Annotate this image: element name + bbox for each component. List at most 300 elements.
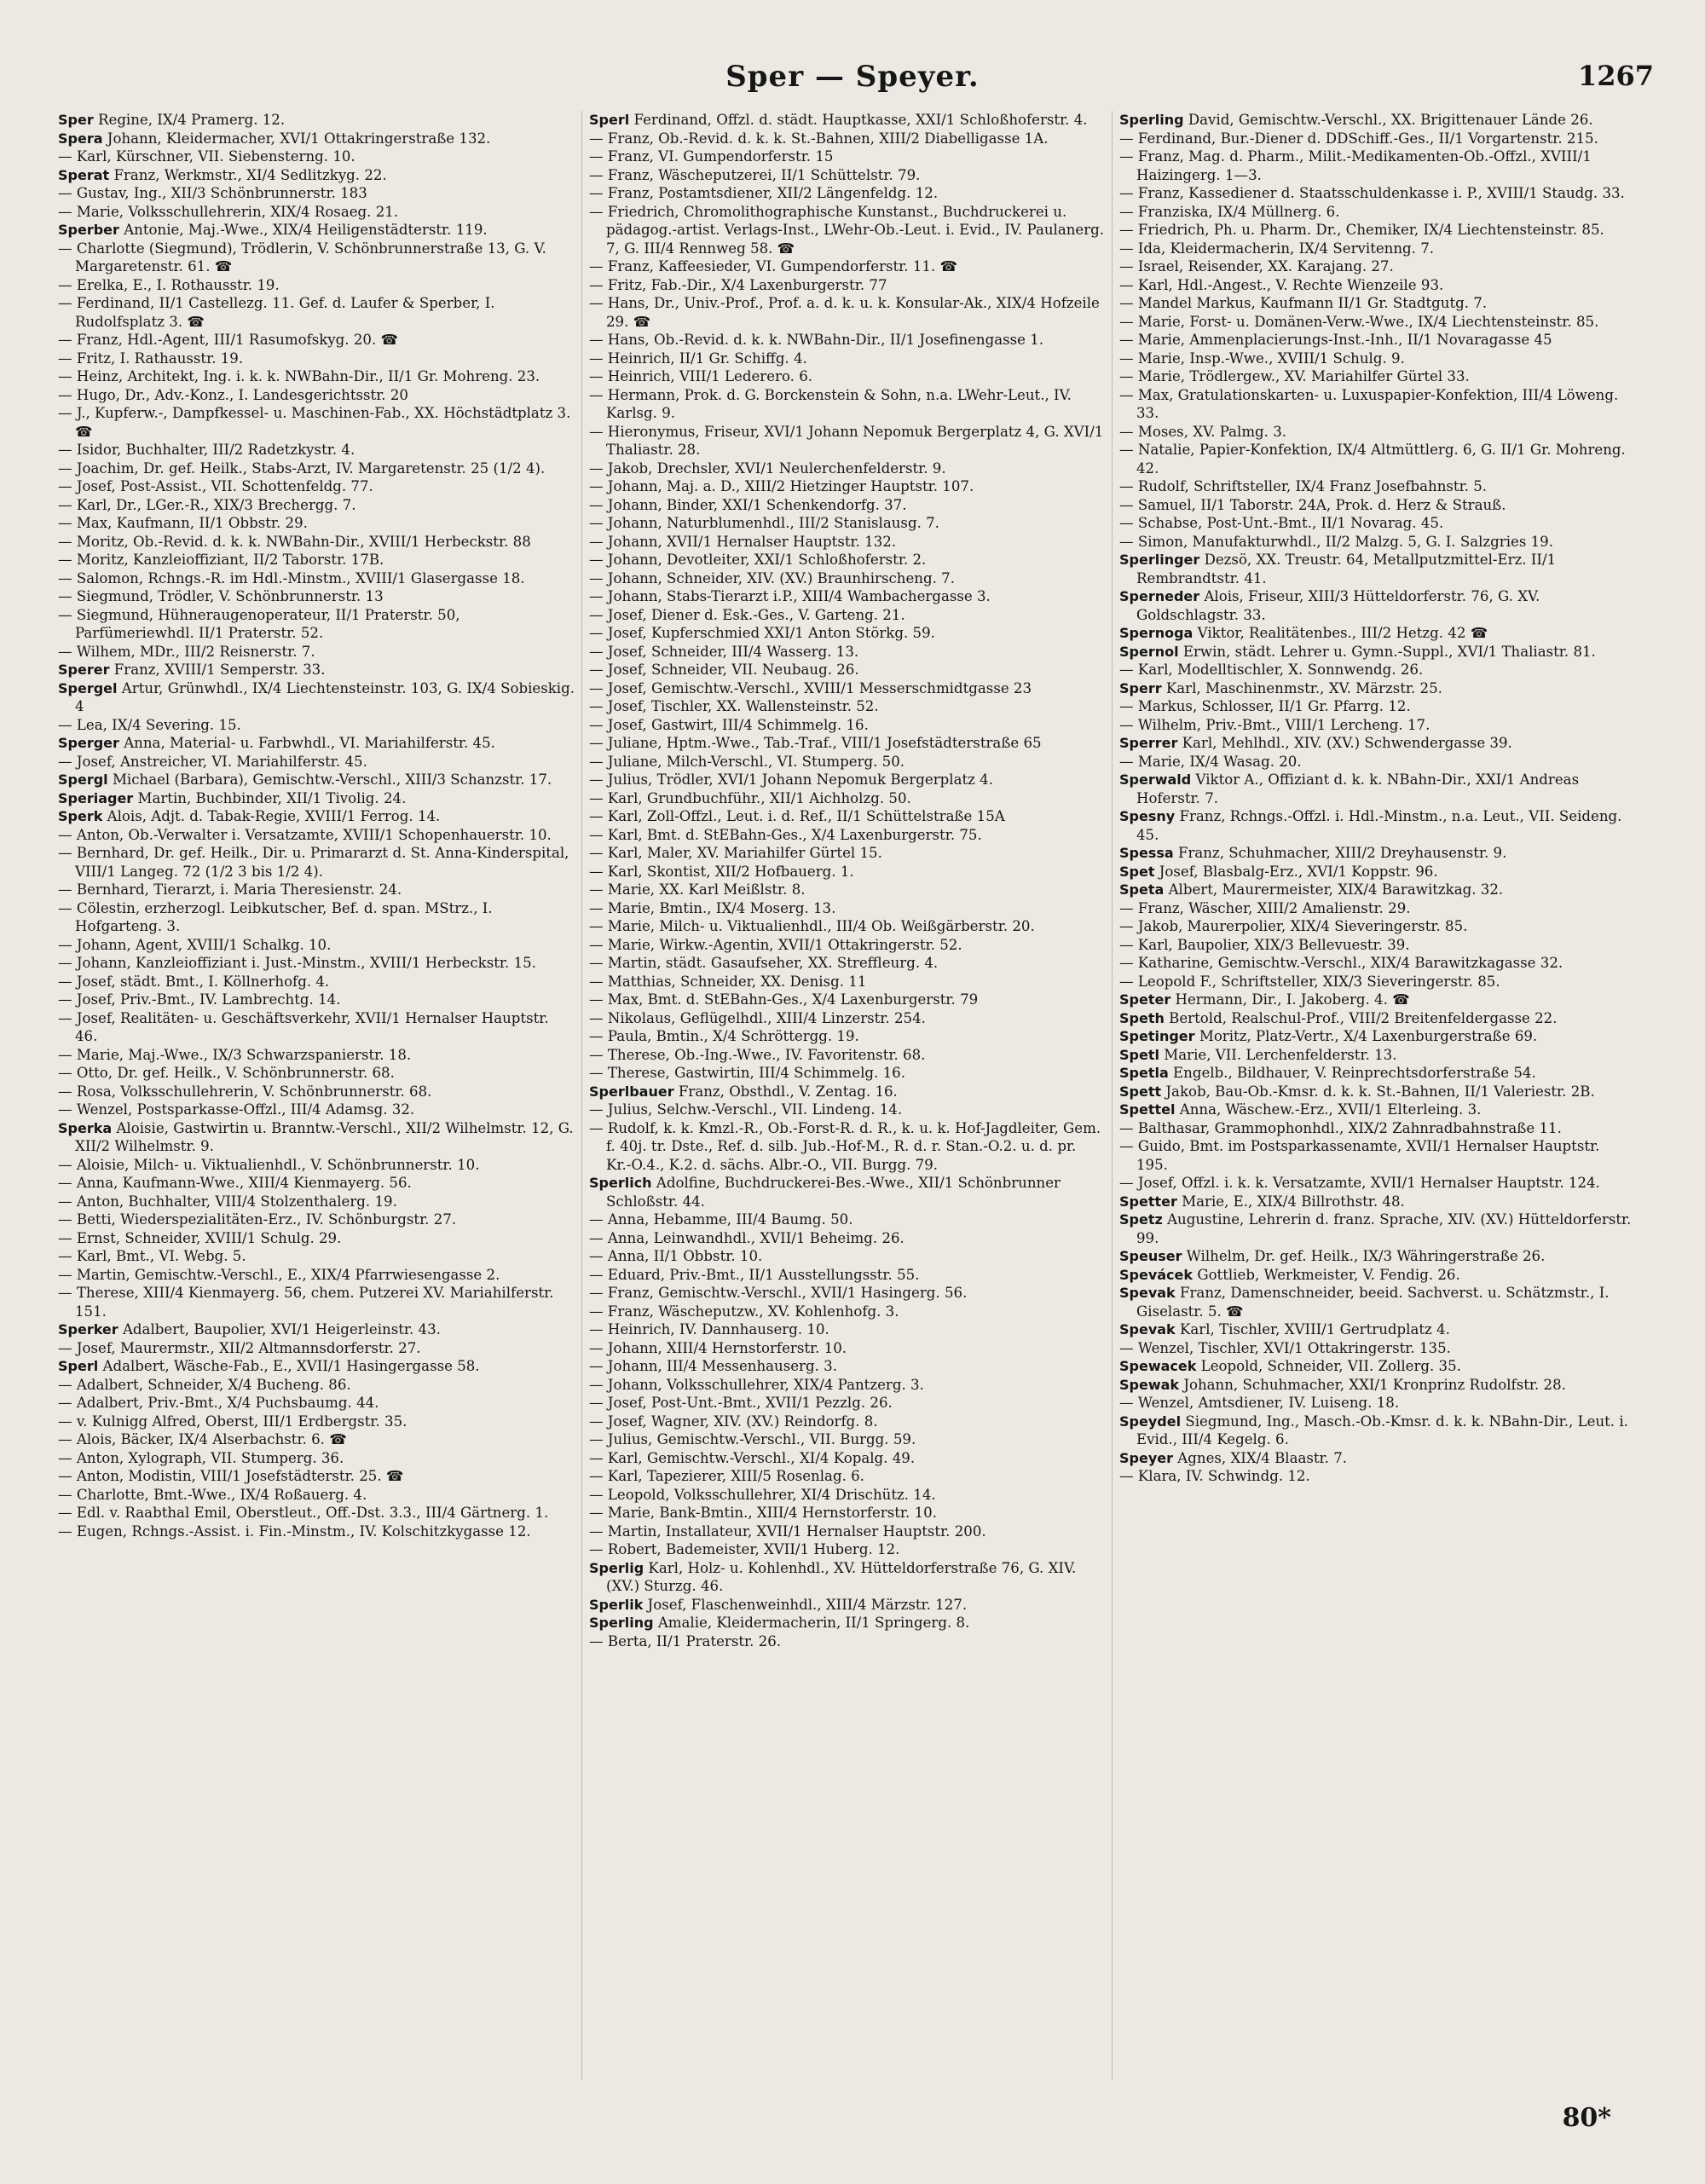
entry-text: Jakob, Bau-Ob.-Kmsr. d. k. k. St.-Bahnen, II/1 Valeriestr. 2B. [1165, 1083, 1595, 1100]
entry-text: Viktor A., Offiziant d. k. k. NBahn-Dir., XXI/1 Andreas Hoferstr. 7. [1136, 771, 1580, 806]
directory-entry [1119, 587, 1635, 624]
entry-text: Siegmund, Ing., Masch.-Ob.-Kmsr. d. k. k. NBahn-Dir., Leut. i. Evid., III/4 Kegelg. 6. [1136, 1413, 1628, 1447]
directory-entry [589, 551, 1105, 569]
entry-text: — Friedrich, Ph. u. Pharm. Dr., Chemiker, IX/4 Liechtensteinstr. 85. [1119, 222, 1604, 238]
entry-text: — Josef, Gastwirt, III/4 Schimmelg. 16. [589, 716, 869, 733]
entry-text: — Johann, Maj. a. D., XIII/2 Hietzinger Hauptstr. 107. [589, 478, 974, 494]
entry-text: — Wenzel, Amtsdiener, IV. Luiseng. 18. [1119, 1395, 1400, 1411]
directory-entry [589, 697, 1105, 716]
directory-entry [589, 1540, 1105, 1559]
directory-entry [1119, 184, 1635, 203]
entry-surname: Sperger [58, 735, 119, 751]
directory-entry [589, 184, 1105, 203]
directory-entry [589, 789, 1105, 808]
entry-text: — Wilhelm, Priv.-Bmt., VIII/1 Lercheng. 17. [1119, 716, 1430, 733]
directory-entry [589, 881, 1105, 899]
directory-entry [589, 606, 1105, 625]
directory-entry [589, 533, 1105, 552]
directory-entry [589, 1027, 1105, 1046]
entry-text: — Friedrich, Chromolithographische Kunstanst., Buchdruckerei u. pädagog.-artist. Verlags-Inst., LWehr-Ob.-Leut. i. Evid., IV. Paulanerg. 7, G. III/4 Rennweg 58. ☎ [589, 203, 1105, 257]
directory-entry [1119, 276, 1635, 295]
entry-surname: Sperer [58, 662, 110, 678]
entry-text: — Marie, Insp.-Wwe., XVIII/1 Schulg. 9. [1119, 350, 1405, 367]
entry-surname: Speyer [1119, 1449, 1173, 1466]
directory-entry [1119, 807, 1635, 844]
directory-entry [58, 661, 575, 679]
entry-surname: Sperwald [1119, 771, 1192, 788]
entry-text: Anna, Wäschew.-Erz., XVII/1 Elterleing. 3. [1179, 1101, 1482, 1118]
entry-text: — Karl, Gemischtw.-Verschl., XI/4 Kopalg. 49. [589, 1449, 916, 1466]
entry-surname: Sperlig [589, 1559, 644, 1576]
directory-entry [1119, 313, 1635, 332]
directory-entry [1119, 1083, 1635, 1101]
directory-entry [589, 203, 1105, 258]
entry-surname: Spevak [1119, 1285, 1176, 1301]
entry-surname: Spewak [1119, 1376, 1180, 1393]
directory-entry [589, 1632, 1105, 1651]
entry-text: Marie, E., XIX/4 Billrothstr. 48. [1182, 1193, 1405, 1210]
directory-entry [58, 1119, 575, 1156]
signature-mark: 80* [1562, 2103, 1611, 2133]
entry-text: — Franz, Wäscher, XIII/2 Amalienstr. 29. [1119, 899, 1411, 916]
directory-entry [589, 1430, 1105, 1449]
entry-text: — Karl, Baupolier, XIX/3 Bellevuestr. 39. [1119, 936, 1410, 953]
directory-entry [58, 1009, 575, 1046]
directory-entry [58, 551, 575, 569]
directory-entry [589, 477, 1105, 496]
entry-text: David, Gemischtw.-Verschl., XX. Brigittenauer Lände 26. [1188, 112, 1593, 128]
directory-entry [1119, 367, 1635, 386]
directory-entry [1119, 1210, 1635, 1247]
directory-entry [1119, 1119, 1635, 1138]
entry-text: — Fritz, I. Rathausstr. 19. [58, 350, 244, 367]
entry-text: — Nikolaus, Geflügelhdl., XIII/4 Linzerstr. 254. [589, 1009, 926, 1026]
directory-entry [589, 1247, 1105, 1266]
entry-text: Bertold, Realschul-Prof., VIII/2 Breitenfeldergasse 22. [1169, 1009, 1558, 1026]
directory-entry [589, 1303, 1105, 1321]
directory-entry [1119, 1027, 1635, 1046]
entry-surname: Spettel [1119, 1101, 1176, 1118]
entry-text: Viktor, Realitätenbes., III/2 Hetzg. 42 ☎ [1197, 625, 1488, 641]
directory-entry [58, 789, 575, 808]
entry-text: Dezsö, XX. Treustr. 64, Metallputzmittel-Erz. II/1 Rembrandtstr. 41. [1136, 552, 1557, 586]
entry-text: — Martin, städt. Gasaufseher, XX. Streffleurg. 4. [589, 955, 939, 971]
entry-text: — Karl, Grundbuchführ., XII/1 Aichholzg. 50. [589, 789, 911, 806]
entry-text: — Wilhem, MDr., III/2 Reisnerstr. 7. [58, 643, 315, 660]
entry-text: Franz, Damenschneider, beeid. Sachverst. u. Schätzmstr., I. Giselastr. 5. ☎ [1136, 1285, 1610, 1320]
entry-text: — Leopold, Volksschullehrer, XI/4 Drischütz. 14. [589, 1486, 936, 1503]
entry-text: Adalbert, Wäsche-Fab., E., XVII/1 Hasingergasse 58. [102, 1358, 480, 1374]
entry-surname: Sperr [1119, 679, 1162, 696]
directory-entry [58, 1156, 575, 1175]
entry-text: Karl, Mehlhdl., XIV. (XV.) Schwendergasse 39. [1182, 735, 1512, 751]
directory-entry [1119, 551, 1635, 587]
directory-entry [589, 294, 1105, 331]
entry-text: — Marie, Maj.-Wwe., IX/3 Schwarzspanierstr. 18. [58, 1046, 412, 1063]
directory-entry [589, 917, 1105, 936]
directory-entry [589, 1596, 1105, 1615]
entry-surname: Speth [1119, 1009, 1165, 1026]
entry-text: — Marie, Ammenplacierungs-Inst.-Inh., II/1 Novaragasse 45 [1119, 332, 1552, 348]
entry-text: Johann, Schuhmacher, XXI/1 Kronprinz Rudolfstr. 28. [1183, 1376, 1566, 1393]
entry-text: — Heinrich, IV. Dannhauserg. 10. [589, 1321, 829, 1338]
entry-text: — Josef, Gemischtw.-Verschl., XVIII/1 Messerschmidtgasse 23 [589, 679, 1032, 696]
entry-text: — Ida, Kleidermacherin, IX/4 Servitenng. 7. [1119, 240, 1435, 257]
entry-text: — Moritz, Ob.-Revid. d. k. k. NWBahn-Dir., XVIII/1 Herbeckstr. 88 [58, 533, 531, 550]
directory-entry [1119, 221, 1635, 240]
entry-text: — Franz, Ob.-Revid. d. k. k. St.-Bahnen, XIII/2 Diabelligasse 1A. [589, 130, 1049, 147]
directory-entry [1119, 716, 1635, 735]
entry-text: — Salomon, Rchngs.-R. im Hdl.-Minstm., XVIII/1 Glasergasse 18. [58, 569, 525, 586]
directory-entry [589, 1339, 1105, 1358]
entry-text: — Marie, Bank-Bmtin., XIII/4 Hernstorferstr. 10. [589, 1505, 937, 1521]
directory-entry [58, 203, 575, 222]
directory-entry [589, 569, 1105, 588]
entry-text: Adolfine, Buchdruckerei-Bes.-Wwe., XII/1 Schönbrunner Schloßstr. 44. [606, 1175, 1061, 1210]
directory-entry [589, 423, 1105, 459]
entry-text: — Johann, Volksschullehrer, XIX/4 Pantzerg. 3. [589, 1376, 924, 1393]
directory-entry [589, 1101, 1105, 1119]
entry-surname: Speriager [58, 789, 134, 806]
entry-text: — Josef, städt. Bmt., I. Köllnerhofg. 4. [58, 973, 330, 990]
directory-entry [589, 331, 1105, 350]
entry-text: Marie, VII. Lerchenfelderstr. 13. [1164, 1046, 1397, 1063]
directory-entry [589, 1522, 1105, 1541]
entry-text: — Anna, II/1 Obbstr. 10. [589, 1248, 763, 1264]
entry-text: — Rudolf, Schriftsteller, IX/4 Franz Josefbahnstr. 5. [1119, 478, 1488, 494]
entry-text: — Ferdinand, II/1 Castellezg. 11. Gef. d. Laufer & Sperber, I. Rudolfsplatz 3. ☎ [58, 295, 495, 330]
directory-entry [58, 1193, 575, 1211]
entry-text: Anna, Material- u. Farbwhdl., VI. Mariahilferstr. 45. [124, 735, 495, 751]
directory-entry [1119, 1394, 1635, 1413]
directory-entry [58, 294, 575, 331]
entry-text: — Franz, Mag. d. Pharm., Milit.-Medikamenten-Ob.-Offzl., XVIII/1 Haizingerg. 1—3. [1119, 148, 1592, 183]
directory-entry [1119, 1193, 1635, 1211]
directory-columns [51, 111, 1654, 2080]
entry-text: — Siegmund, Trödler, V. Schönbrunnerstr. 13 [58, 588, 384, 604]
entry-text: — Josef, Schneider, VII. Neubaug. 26. [589, 662, 859, 678]
entry-text: — Schabse, Post-Unt.-Bmt., II/1 Novarag. 45. [1119, 515, 1444, 531]
directory-entry [1119, 679, 1635, 698]
directory-entry [1119, 331, 1635, 350]
directory-entry [1119, 423, 1635, 442]
entry-text: — Moritz, Kanzleioffiziant, II/2 Taborstr. 17B. [58, 552, 384, 568]
entry-text: — Katharine, Gemischtw.-Verschl., XIX/4 Barawitzkagasse 32. [1119, 955, 1563, 971]
directory-entry [58, 569, 575, 588]
entry-text: — Heinz, Architekt, Ing. i. k. k. NWBahn-Dir., II/1 Gr. Mohreng. 23. [58, 368, 540, 384]
directory-entry [589, 826, 1105, 845]
entry-text: — Charlotte, Bmt.-Wwe., IX/4 Roßauerg. 4. [58, 1486, 367, 1503]
entry-text: — Heinrich, VIII/1 Lederero. 6. [589, 368, 813, 384]
directory-entry [1119, 936, 1635, 955]
directory-entry [589, 991, 1105, 1009]
entry-text: — Johann, Schneider, XIV. (XV.) Braunhirscheng. 7. [589, 569, 955, 586]
entry-text: — v. Kulnigg Alfred, Oberst, III/1 Erdbergstr. 35. [58, 1413, 407, 1430]
directory-entry [58, 1064, 575, 1083]
directory-entry [589, 1229, 1105, 1248]
directory-entry [589, 936, 1105, 955]
directory-entry [1119, 441, 1635, 477]
entry-text: — Josef, Schneider, III/4 Wasserg. 13. [589, 643, 859, 660]
entry-text: — Josef, Maurermstr., XII/2 Altmannsdorferstr. 27. [58, 1339, 421, 1356]
entry-text: — Johann, Agent, XVIII/1 Schalkg. 10. [58, 936, 332, 953]
entry-surname: Spewacek [1119, 1358, 1197, 1374]
entry-text: Augustine, Lehrerin d. franz. Sprache, XIV. (XV.) Hütteldorferstr. 99. [1136, 1211, 1632, 1246]
entry-text: — Marie, Trödlergew., XV. Mariahilfer Gürtel 33. [1119, 368, 1470, 384]
entry-text: Artur, Grünwhdl., IX/4 Liechtensteinstr. 103, G. IX/4 Sobieskig. 4 [75, 679, 575, 714]
column-1 [51, 111, 581, 2080]
directory-entry [58, 1083, 575, 1101]
directory-entry [58, 753, 575, 771]
directory-entry [58, 1320, 575, 1339]
entry-text: — Anton, Modistin, VIII/1 Josefstädterstr. 25. ☎ [58, 1468, 404, 1484]
entry-text: — Josef, Kupferschmied XXI/1 Anton Störkg. 59. [589, 625, 935, 641]
directory-entry [1119, 1101, 1635, 1119]
directory-entry [1119, 257, 1635, 276]
directory-entry [1119, 643, 1635, 662]
directory-entry [589, 807, 1105, 826]
directory-entry [58, 807, 575, 826]
directory-entry [1119, 1376, 1635, 1395]
directory-entry [58, 1486, 575, 1505]
directory-entry [589, 716, 1105, 735]
directory-entry [58, 1467, 575, 1486]
directory-entry [589, 1119, 1105, 1175]
directory-entry [58, 477, 575, 496]
entry-text: Alois, Adjt. d. Tabak-Regie, XVIII/1 Ferrog. 14. [107, 808, 441, 824]
entry-text: Franz, Obsthdl., V. Zentag. 16. [678, 1083, 898, 1100]
directory-entry [58, 1339, 575, 1358]
entry-text: — Josef, Priv.-Bmt., IV. Lambrechtg. 14. [58, 991, 341, 1008]
entry-text: — Cölestin, erzherzogl. Leibkutscher, Bef. d. span. MStrz., I. Hofgarteng. 3. [58, 899, 493, 934]
entry-text: — Franz, Kaffeesieder, VI. Gumpendorferstr. 11. ☎ [589, 258, 958, 274]
entry-surname: Spernol [1119, 643, 1179, 660]
entry-surname: Sperk [58, 808, 103, 824]
directory-entry [589, 147, 1105, 166]
directory-entry [589, 771, 1105, 789]
directory-entry [1119, 753, 1635, 771]
entry-surname: Speuser [1119, 1248, 1182, 1264]
directory-entry [589, 1357, 1105, 1376]
entry-text: — Moses, XV. Palmg. 3. [1119, 423, 1287, 440]
entry-text: — Ferdinand, Bur.-Diener d. DDSchiff.-Ges., II/1 Vorgartenstr. 215. [1119, 130, 1598, 147]
directory-entry [1119, 881, 1635, 899]
directory-entry [58, 954, 575, 973]
entry-text: — Eduard, Priv.-Bmt., II/1 Ausstellungsstr. 55. [589, 1266, 920, 1283]
entry-text: — Josef, Realitäten- u. Geschäftsverkehr, XVII/1 Hernalser Hauptstr. 46. [58, 1009, 549, 1044]
entry-text: — Klara, IV. Schwindg. 12. [1119, 1468, 1310, 1484]
directory-entry [58, 221, 575, 240]
directory-entry [1119, 111, 1635, 130]
entry-text: — Johann, Stabs-Tierarzt i.P., XIII/4 Wambachergasse 3. [589, 588, 991, 604]
directory-entry [1119, 1357, 1635, 1376]
directory-entry [58, 679, 575, 716]
entry-text: — Therese, Gastwirtin, III/4 Schimmelg. 16. [589, 1065, 905, 1081]
entry-text: — Karl, Bmt., VI. Webg. 5. [58, 1248, 246, 1264]
entry-text: — Johann, Binder, XXI/1 Schenkendorfg. 37. [589, 496, 907, 513]
directory-entry [1119, 147, 1635, 184]
entry-text: — Isidor, Buchhalter, III/2 Radetzkystr. 4. [58, 442, 355, 458]
directory-entry [589, 1210, 1105, 1229]
entry-text: — Berta, II/1 Praterstr. 26. [589, 1632, 782, 1650]
directory-entry [589, 1083, 1105, 1101]
directory-entry [589, 514, 1105, 533]
entry-text: — Karl, Zoll-Offzl., Leut. i. d. Ref., II/1 Schüttelstraße 15A [589, 808, 1005, 824]
directory-entry [58, 844, 575, 881]
directory-entry [58, 1174, 575, 1193]
entry-text: — Hieronymus, Friseur, XVI/1 Johann Nepomuk Bergerplatz 4, G. XVI/1 Thaliastr. 28. [589, 423, 1104, 458]
entry-text: Agnes, XIX/4 Blaastr. 7. [1177, 1449, 1348, 1466]
entry-text: — Hugo, Dr., Adv.-Konz., I. Landesgerichtsstr. 20 [58, 386, 408, 403]
entry-text: — Max, Kaufmann, II/1 Obbstr. 29. [58, 515, 308, 531]
entry-text: — Johann, III/4 Messenhauserg. 3. [589, 1358, 837, 1374]
directory-entry [1119, 386, 1635, 423]
directory-entry [1119, 697, 1635, 716]
entry-text: — Karl, Kürschner, VII. Siebensterng. 10. [58, 148, 355, 165]
directory-entry [58, 367, 575, 386]
directory-entry [1119, 1413, 1635, 1449]
entry-surname: Spergel [58, 679, 118, 696]
directory-entry [1119, 350, 1635, 368]
entry-surname: Sperber [58, 222, 119, 238]
entry-surname: Sperka [58, 1119, 113, 1136]
entry-surname: Sperlich [589, 1175, 652, 1191]
entry-text: — Charlotte (Siegmund), Trödlerin, V. Schönbrunnerstraße 13, G. V. Margaretenstr. 61. ☎ [58, 240, 546, 274]
directory-entry [58, 111, 575, 130]
entry-text: — Paula, Bmtin., X/4 Schröttergg. 19. [589, 1028, 859, 1044]
directory-entry [589, 679, 1105, 698]
directory-entry [1119, 1320, 1635, 1339]
entry-text: — Anton, Xylograph, VII. Stumperg. 36. [58, 1449, 344, 1466]
entry-text: — Marie, IX/4 Wasag. 20. [1119, 753, 1302, 770]
entry-text: — Therese, XIII/4 Kienmayerg. 56, chem. Putzerei XV. Mariahilferstr. 151. [58, 1285, 554, 1320]
entry-surname: Sperl [58, 1358, 99, 1374]
directory-entry [589, 1413, 1105, 1431]
entry-text: Franz, Werkmstr., XI/4 Sedlitzkyg. 22. [113, 166, 387, 183]
entry-text: — Marie, Volksschullehrerin, XIX/4 Rosaeg. 21. [58, 203, 399, 220]
entry-text: — Markus, Schlosser, II/1 Gr. Pfarrg. 12. [1119, 698, 1411, 714]
entry-surname: Spet [1119, 863, 1155, 880]
column-3 [1112, 111, 1642, 2080]
entry-text: — Fritz, Fab.-Dir., X/4 Laxenburgerstr. 77 [589, 276, 887, 293]
entry-text: — Adalbert, Schneider, X/4 Bucheng. 86. [58, 1376, 351, 1393]
directory-entry [58, 166, 575, 185]
directory-entry [58, 1284, 575, 1320]
directory-entry [58, 1046, 575, 1065]
directory-entry [589, 166, 1105, 185]
entry-text: — Marie, Bmtin., IX/4 Moserg. 13. [589, 899, 836, 916]
running-title: Sper — Speyer. [725, 60, 980, 94]
entry-surname: Speta [1119, 881, 1165, 898]
entry-text: — Johann, Naturblumenhdl., III/2 Stanislausg. 7. [589, 515, 939, 531]
directory-entry [1119, 734, 1635, 753]
directory-entry [58, 899, 575, 936]
entry-text: — Edl. v. Raabthal Emil, Oberstleut., Off.-Dst. 3.3., III/4 Gärtnerg. 1. [58, 1505, 549, 1521]
directory-entry [589, 844, 1105, 863]
directory-entry [58, 404, 575, 441]
entry-text: — Josef, Anstreicher, VI. Mariahilferstr. 45. [58, 753, 367, 770]
entry-text: — Franz, Wäscheputzw., XV. Kohlenhofg. 3. [589, 1303, 899, 1320]
entry-text: — Johann, Devotleiter, XXI/1 Schloßhoferstr. 2. [589, 552, 927, 568]
directory-entry [58, 643, 575, 662]
entry-surname: Spetinger [1119, 1028, 1195, 1044]
entry-text: — Karl, Modelltischler, X. Sonnwendg. 26. [1119, 662, 1424, 678]
directory-entry [1119, 1266, 1635, 1285]
entry-text: — Hermann, Prok. d. G. Borckenstein & Sohn, n.a. LWehr-Leut., IV. Karlsg. 9. [589, 386, 1072, 421]
entry-text: — Julius, Selchw.-Verschl., VII. Lindeng. 14. [589, 1101, 903, 1118]
directory-entry [58, 459, 575, 478]
entry-surname: Speter [1119, 991, 1171, 1008]
entry-text: — Josef, Offzl. i. k. k. Versatzamte, XVII/1 Hernalser Hauptstr. 124. [1119, 1175, 1600, 1191]
entry-text: Hermann, Dir., I. Jakoberg. 4. ☎ [1175, 991, 1410, 1008]
entry-text: — Wenzel, Postsparkasse-Offzl., III/4 Adamsg. 32. [58, 1101, 415, 1118]
entry-text: Leopold, Schneider, VII. Zollerg. 35. [1200, 1358, 1461, 1374]
directory-entry [589, 1614, 1105, 1632]
directory-entry [1119, 294, 1635, 313]
entry-surname: Spetz [1119, 1211, 1163, 1228]
entry-text: — Jakob, Maurerpolier, XIX/4 Sieveringerstr. 85. [1119, 918, 1468, 934]
entry-text: — Max, Bmt. d. StEBahn-Ges., X/4 Laxenburgerstr. 79 [589, 991, 979, 1008]
entry-surname: Spetter [1119, 1193, 1177, 1210]
directory-entry [589, 734, 1105, 753]
directory-entry [589, 111, 1105, 130]
directory-entry [1119, 1284, 1635, 1320]
entry-text: — Ernst, Schneider, XVIII/1 Schulg. 29. [58, 1229, 342, 1246]
directory-entry [589, 753, 1105, 771]
directory-entry [58, 606, 575, 643]
entry-surname: Sperrer [1119, 735, 1178, 751]
directory-entry [58, 130, 575, 148]
entry-text: — Guido, Bmt. im Postsparkassenamte, XVII/1 Hernalser Hauptstr. 195. [1119, 1138, 1600, 1173]
directory-entry [1119, 771, 1635, 807]
directory-entry [589, 350, 1105, 368]
directory-entry [1119, 203, 1635, 222]
entry-text: — Bernhard, Dr. gef. Heilk., Dir. u. Primararzt d. St. Anna-Kinderspital, VIII/1 Langeg. 72 (1/2 3 bis 1/2 4). [58, 845, 569, 880]
directory-entry [1119, 844, 1635, 863]
entry-text: — Therese, Ob.-Ing.-Wwe., IV. Favoritenstr. 68. [589, 1046, 926, 1063]
directory-entry [58, 184, 575, 203]
entry-text: — Johann, XIII/4 Hernstorferstr. 10. [589, 1339, 847, 1356]
directory-entry [1119, 1009, 1635, 1028]
entry-text: — Jakob, Drechsler, XVI/1 Neulerchenfelderstr. 9. [589, 459, 946, 477]
entry-text: — Marie, XX. Karl Meißlstr. 8. [589, 881, 806, 898]
directory-entry [58, 1266, 575, 1285]
entry-text: — Franz, Kassediener d. Staatsschuldenkasse i. P., XVIII/1 Staudg. 33. [1119, 185, 1625, 201]
directory-entry [589, 257, 1105, 276]
directory-entry [1119, 1449, 1635, 1468]
directory-entry [589, 1467, 1105, 1486]
directory-entry [58, 881, 575, 899]
directory-entry [1119, 533, 1635, 552]
directory-entry [58, 350, 575, 368]
directory-entry [1119, 1247, 1635, 1266]
directory-entry [589, 459, 1105, 478]
entry-text: Moritz, Platz-Vertr., X/4 Laxenburgerstraße 69. [1199, 1028, 1538, 1044]
directory-entry [58, 826, 575, 845]
entry-text: Antonie, Maj.-Wwe., XIX/4 Heiligenstädterstr. 119. [124, 222, 488, 238]
entry-text: Franz, Schuhmacher, XIII/2 Dreyhausenstr. 9. [1177, 845, 1507, 861]
directory-entry [589, 1376, 1105, 1395]
directory-entry [589, 954, 1105, 973]
entry-text: Engelb., Bildhauer, V. Reinprechtsdorferstraße 54. [1173, 1065, 1536, 1081]
directory-entry [589, 1394, 1105, 1413]
directory-entry [589, 276, 1105, 295]
entry-text: Ferdinand, Offzl. d. städt. Hauptkasse, XXI/1 Schloßhoferstr. 4. [633, 112, 1088, 128]
entry-text: Karl, Tischler, XVIII/1 Gertrudplatz 4. [1179, 1321, 1450, 1338]
directory-entry [58, 936, 575, 955]
entry-surname: Spett [1119, 1083, 1162, 1100]
entry-text: Aloisie, Gastwirtin u. Branntw.-Verschl., XII/2 Wilhelmstr. 12, G. XII/2 Wilhelmstr. 9. [75, 1119, 574, 1154]
